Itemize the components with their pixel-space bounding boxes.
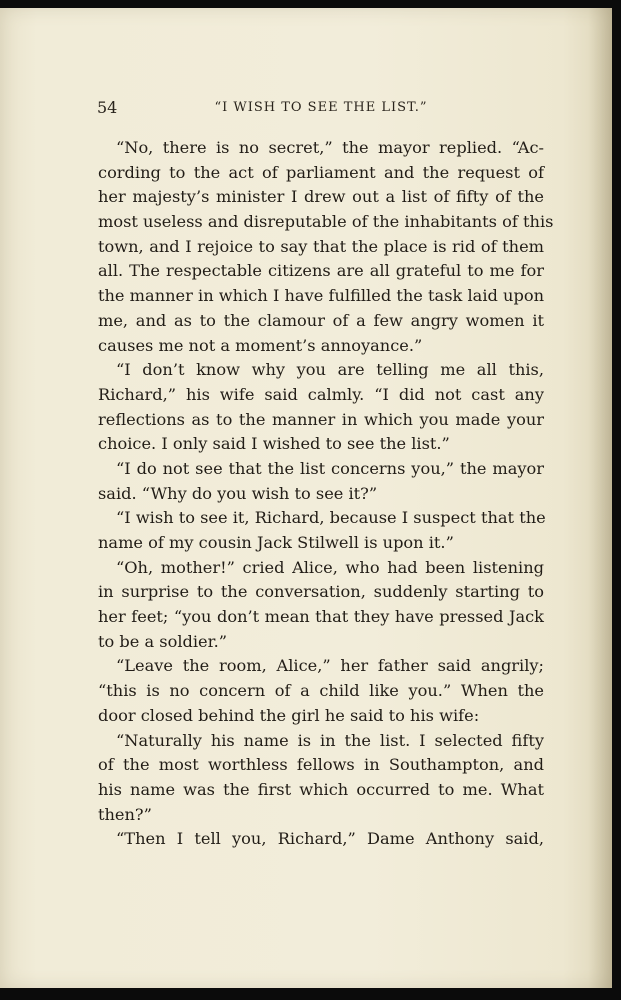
text-line: “this is no concern of a child like you.” When the xyxy=(98,681,544,701)
text-line: her majesty’s minister I drew out a list of fifty of the xyxy=(98,187,544,207)
body-text xyxy=(98,136,554,852)
text-line: to be a soldier.” xyxy=(98,631,228,651)
text-line: in surprise to the conversation, suddenly starting to xyxy=(98,582,544,602)
text-line: choice. I only said I wished to see the list.” xyxy=(98,434,450,454)
text-line: all. The respectable citizens are all grateful to me for xyxy=(98,261,544,281)
text-line: “No, there is no secret,” the mayor replied. “Ac- xyxy=(116,138,544,157)
text-line: “Oh, mother!” cried Alice, who had been listening xyxy=(116,557,544,577)
text-line: me, and as to the clamour of a few angry women it xyxy=(98,310,544,330)
page-edge-shadow xyxy=(588,8,612,988)
text-line: of the most worthless fellows in Southampton, and xyxy=(98,755,544,775)
page-header xyxy=(97,98,545,122)
text-line: Richard,” his wife said calmly. “I did not cast any xyxy=(98,384,544,404)
text-line: most useless and disreputable of the inhabitants of this xyxy=(98,212,554,232)
text-line: his name was the first which occurred to me. What xyxy=(98,779,544,799)
text-line: her feet; “you don’t mean that they have pressed Jack xyxy=(98,607,544,627)
text-line: causes me not a moment’s annoyance.” xyxy=(98,335,423,355)
text-line: then?” xyxy=(98,804,152,824)
page-number: 54 xyxy=(97,98,118,117)
text-line: “I wish to see it, Richard, because I suspect that the xyxy=(116,508,546,528)
text-line: door closed behind the girl he said to his wife: xyxy=(98,705,480,725)
text-line: “I do not see that the list concerns you,” the mayor xyxy=(116,458,544,478)
text-line: reflections as to the manner in which you made your xyxy=(98,409,544,429)
text-line: cording to the act of parliament and the request of xyxy=(98,162,544,182)
text-line: “I don’t know why you are telling me all this, xyxy=(116,360,544,380)
text-line: “Naturally his name is in the list. I selected fifty xyxy=(116,730,544,750)
text-line: name of my cousin Jack Stilwell is upon it.” xyxy=(98,533,454,552)
text-line: the manner in which I have fulfilled the task laid upon xyxy=(98,286,544,306)
text-line: “Leave the room, Alice,” her father said angrily; xyxy=(116,656,544,676)
text-line: said. “Why do you wish to see it?” xyxy=(98,483,378,503)
text-line: town, and I rejoice to say that the place is rid of them xyxy=(98,236,544,256)
running-head: “I WISH TO SEE THE LIST.” xyxy=(214,100,428,115)
text-line: “Then I tell you, Richard,” Dame Anthony said, xyxy=(116,829,544,849)
book-page xyxy=(0,8,612,988)
